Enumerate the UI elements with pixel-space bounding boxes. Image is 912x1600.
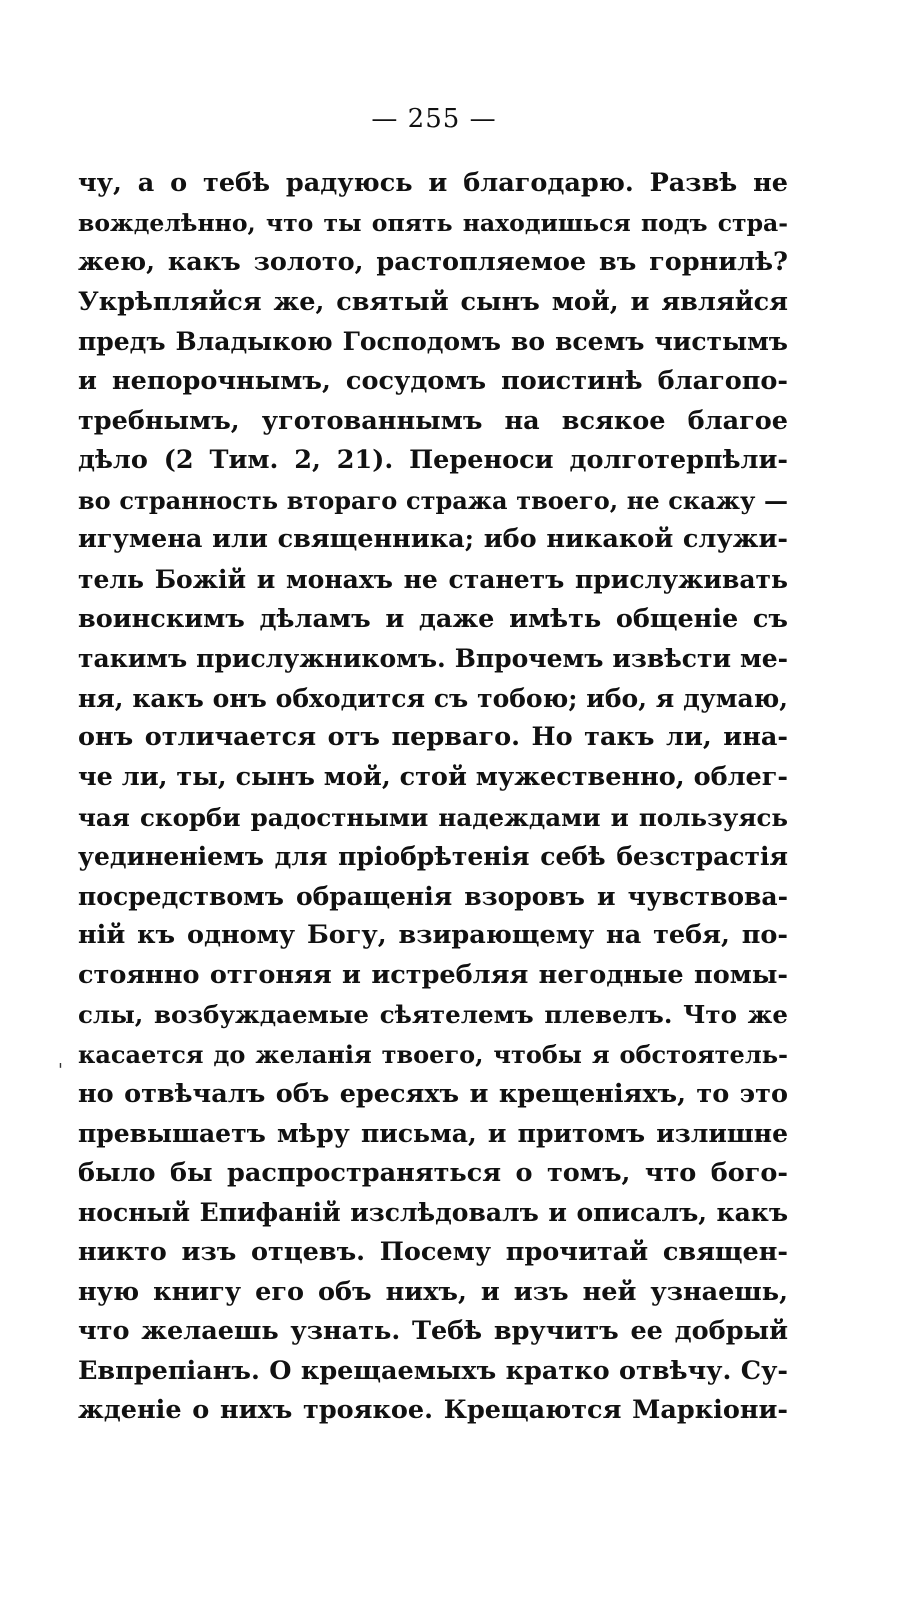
text-line: такимъ прислужникомъ. Впрочемъ извѣсти ме-	[78, 644, 788, 674]
margin-mark: '	[58, 1060, 63, 1081]
text-line: ня, какъ онъ обходится съ тобою; ибо, я думаю,	[78, 683, 788, 713]
text-line: предъ Владыкою Господомъ во всемъ чистымъ	[78, 327, 788, 357]
text-line: жею, какъ золото, растопляемое въ горнилѣ?	[78, 247, 788, 278]
page-number: — 255 —	[371, 104, 497, 134]
text-line: уединеніемъ для пріобрѣтенія себѣ безстрастія	[78, 842, 788, 872]
text-line: игумена или священника; ибо никакой служи-	[78, 524, 788, 555]
text-line: ную книгу его объ нихъ, и изъ ней узнаешь,	[78, 1276, 788, 1307]
text-line: жденіе о нихъ троякое. Крещаются Маркіони-	[78, 1395, 788, 1426]
text-line: и непорочнымъ, сосудомъ поистинѣ благопо-	[78, 365, 788, 396]
text-line: ній къ одному Богу, взирающему на тебя, по-	[78, 920, 788, 951]
text-line: никто изъ отцевъ. Посему прочитай священ-	[78, 1237, 788, 1268]
text-line: требнымъ, уготованнымъ на всякое благое	[78, 405, 788, 436]
text-line: вожделѣнно, что ты опять находишься подъ стра-	[78, 208, 788, 237]
text-line: было бы распространяться о томъ, что бого-	[78, 1157, 788, 1188]
text-line: посредствомъ обращенія взоровъ и чувствова-	[78, 881, 788, 911]
text-line: че ли, ты, сынъ мой, стой мужественно, облег-	[78, 761, 788, 792]
text-line: что желаешь узнать. Тебѣ вручитъ ее добрый	[78, 1316, 788, 1347]
text-line: носный Епифаній изслѣдовалъ и описалъ, какъ	[78, 1198, 788, 1228]
text-line: но отвѣчалъ объ ересяхъ и крещеніяхъ, то это	[78, 1078, 788, 1109]
text-line: стоянно отгоняя и истребляя негодные помы-	[78, 959, 788, 990]
text-line: чая скорби радостными надеждами и пользуясь	[78, 802, 788, 832]
text-line: онъ отличается отъ перваго. Но такъ ли, ина-	[78, 722, 788, 753]
text-line: Укрѣпляйся же, святый сынъ мой, и являйся	[78, 286, 788, 317]
text-line: превышаетъ мѣру письма, и притомъ излишне	[78, 1119, 788, 1149]
text-line: слы, возбуждаемые сѣятелемъ плевелъ. Что же	[78, 1000, 788, 1030]
text-line: касается до желанія твоего, чтобы я обстоятель-	[78, 1040, 788, 1070]
text-line: воинскимъ дѣламъ и даже имѣть общеніе съ	[78, 603, 788, 634]
text-line: во странность втораго стража твоего, не скажу —	[78, 485, 788, 515]
body-text	[78, 164, 788, 1431]
text-line: Евпрепіанъ. О крещаемыхъ кратко отвѣчу. Су-	[78, 1355, 788, 1386]
text-line: тель Божій и монахъ не станетъ прислуживать	[78, 564, 788, 594]
text-line: чу, а о тебѣ радуюсь и благодарю. Развѣ не	[78, 168, 788, 198]
text-line: дѣло (2 Тим. 2, 21). Переноси долготерпѣли-	[78, 445, 788, 476]
